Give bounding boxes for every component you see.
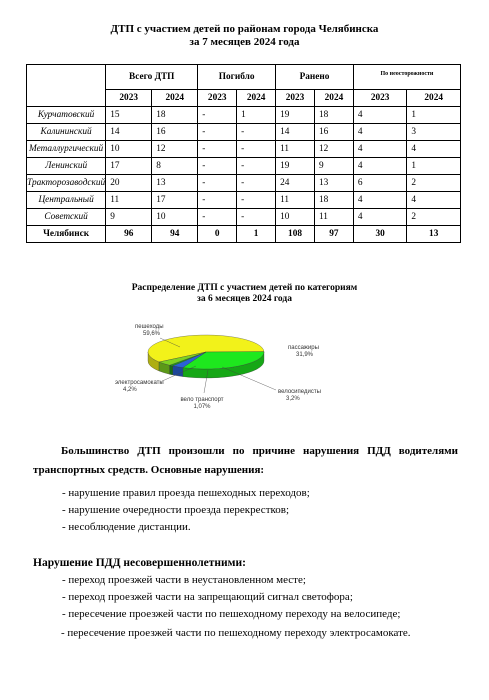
title-line-2: за 7 месяцев 2024 года xyxy=(189,36,300,48)
main-paragraph: Большинство ДТП произошли по причине нарушения ПДД водителями транспортных средств. Основные нарушения: xyxy=(33,445,458,476)
cell-value: 17 xyxy=(106,158,152,175)
page-title xyxy=(0,23,489,49)
cell-value: 15 xyxy=(106,107,152,124)
row-name: Челябинск xyxy=(27,226,106,243)
table-total-row xyxy=(27,226,461,243)
table-corner-cell xyxy=(27,65,106,107)
title-line-1: ДТП с участием детей по районам города Челябинска xyxy=(110,23,379,35)
cell-value: 14 xyxy=(276,124,315,141)
cell-value: 1 xyxy=(237,107,276,124)
row-name: Ленинский xyxy=(27,158,106,175)
cell-value: 11 xyxy=(314,209,353,226)
table-row xyxy=(27,158,461,175)
year-header: 2024 xyxy=(152,90,198,107)
pie-slice-value: 31,9% xyxy=(296,352,314,358)
cell-value: - xyxy=(237,124,276,141)
table-row xyxy=(27,209,461,226)
header-total-accidents: Всего ДТП xyxy=(106,65,198,90)
pie-slice-label: пешеходы xyxy=(135,324,164,330)
table-row xyxy=(27,192,461,209)
row-name: Тракторозаводский xyxy=(27,175,106,192)
cell-value: - xyxy=(237,141,276,158)
pie-slice-label: велосипедисты xyxy=(278,389,321,395)
cell-value: 4 xyxy=(353,209,407,226)
pie-slice-value: 59,6% xyxy=(143,331,161,337)
cell-value: 11 xyxy=(276,141,315,158)
cell-value: - xyxy=(198,209,237,226)
cell-value: 12 xyxy=(314,141,353,158)
driver-violation-item: - нарушение очередности проезда перекрестков; xyxy=(62,504,290,516)
year-header: 2023 xyxy=(198,90,237,107)
pie-slice-label: электросамокаты xyxy=(115,380,164,386)
cell-value: 4 xyxy=(353,141,407,158)
cell-value: - xyxy=(198,158,237,175)
cell-value: 1 xyxy=(237,226,276,243)
cell-value: 24 xyxy=(276,175,315,192)
cell-value: - xyxy=(237,158,276,175)
row-name: Металлургический xyxy=(27,141,106,158)
cell-value: 108 xyxy=(276,226,315,243)
table-row xyxy=(27,141,461,158)
cell-value: 19 xyxy=(276,158,315,175)
table-row xyxy=(27,107,461,124)
cell-value: 4 xyxy=(353,124,407,141)
year-header: 2024 xyxy=(237,90,276,107)
year-header: 2023 xyxy=(106,90,152,107)
cell-value: - xyxy=(198,107,237,124)
year-header: 2023 xyxy=(276,90,315,107)
cell-value: 94 xyxy=(152,226,198,243)
cell-value: - xyxy=(237,209,276,226)
cell-value: 6 xyxy=(353,175,407,192)
cell-value: 13 xyxy=(314,175,353,192)
district-stats-table xyxy=(26,64,461,243)
cell-value: 96 xyxy=(106,226,152,243)
cell-value: 8 xyxy=(152,158,198,175)
cell-value: 30 xyxy=(353,226,407,243)
cell-value: - xyxy=(198,124,237,141)
cell-value: 1 xyxy=(407,107,461,124)
minor-violation-item: - переход проезжей части в неустановленном месте; xyxy=(62,574,306,586)
cell-value: 9 xyxy=(314,158,353,175)
cell-value: 16 xyxy=(152,124,198,141)
minor-violation-item: - пересечение проезжей части по пешеходному переходу на велосипеде; xyxy=(62,608,401,620)
cell-value: 18 xyxy=(314,107,353,124)
cell-value: 9 xyxy=(106,209,152,226)
minors-title: Нарушение ПДД несовершеннолетними: xyxy=(33,557,246,569)
cell-value: 4 xyxy=(353,192,407,209)
cell-value: 4 xyxy=(353,158,407,175)
table-row xyxy=(27,124,461,141)
cell-value: - xyxy=(198,141,237,158)
pie-slice-value: 1,07% xyxy=(193,404,211,410)
cell-value: 14 xyxy=(106,124,152,141)
cell-value: 17 xyxy=(152,192,198,209)
cell-value: - xyxy=(237,175,276,192)
row-name: Курчатовский xyxy=(27,107,106,124)
cell-value: 10 xyxy=(276,209,315,226)
pie-slice-value: 4,2% xyxy=(123,387,137,393)
cell-value: 4 xyxy=(353,107,407,124)
chart-title-line-2: за 6 месяцев 2024 года xyxy=(197,294,292,304)
minor-violation-item: - пересечение проезжей части по пешеходному переходу электросамокате. xyxy=(61,627,411,639)
cell-value: 11 xyxy=(106,192,152,209)
cell-value: - xyxy=(198,192,237,209)
cell-value: 2 xyxy=(407,175,461,192)
row-name: Калининский xyxy=(27,124,106,141)
table-row xyxy=(27,175,461,192)
driver-violation-item: - несоблюдение дистанции. xyxy=(62,521,191,533)
header-injured: Ранено xyxy=(276,65,354,90)
pie-slice-label: вело транспорт xyxy=(180,397,224,403)
pie-slice-side xyxy=(170,365,173,375)
row-name: Советский xyxy=(27,209,106,226)
cell-value: 11 xyxy=(276,192,315,209)
cell-value: 10 xyxy=(152,209,198,226)
cell-value: 4 xyxy=(407,141,461,158)
cell-value: - xyxy=(237,192,276,209)
category-pie-chart xyxy=(0,300,489,420)
cell-value: 19 xyxy=(276,107,315,124)
cell-value: 18 xyxy=(314,192,353,209)
cell-value: 20 xyxy=(106,175,152,192)
cell-value: 13 xyxy=(152,175,198,192)
pie-slice-label: пассажиры xyxy=(288,345,319,351)
driver-violation-item: - нарушение правил проезда пешеходных переходов; xyxy=(62,487,310,499)
cell-value: 3 xyxy=(407,124,461,141)
cell-value: - xyxy=(198,175,237,192)
cell-value: 10 xyxy=(106,141,152,158)
cell-value: 13 xyxy=(407,226,461,243)
minor-violation-item: - переход проезжей части на запрещающий сигнал светофора; xyxy=(62,591,353,603)
cell-value: 0 xyxy=(198,226,237,243)
table-header-groups xyxy=(27,65,461,90)
year-header: 2024 xyxy=(314,90,353,107)
cell-value: 1 xyxy=(407,158,461,175)
cell-value: 12 xyxy=(152,141,198,158)
cell-value: 16 xyxy=(314,124,353,141)
row-name: Центральный xyxy=(27,192,106,209)
header-killed: Погибло xyxy=(198,65,276,90)
cell-value: 97 xyxy=(314,226,353,243)
cell-value: 4 xyxy=(407,192,461,209)
cell-value: 2 xyxy=(407,209,461,226)
year-header: 2024 xyxy=(407,90,461,107)
chart-title-line-1: Распределение ДТП с участием детей по категориям xyxy=(131,283,358,293)
cell-value: 18 xyxy=(152,107,198,124)
pie-slice-value: 3,2% xyxy=(286,396,300,402)
year-header: 2023 xyxy=(353,90,407,107)
header-carelessness: По неосторожности xyxy=(353,65,460,90)
